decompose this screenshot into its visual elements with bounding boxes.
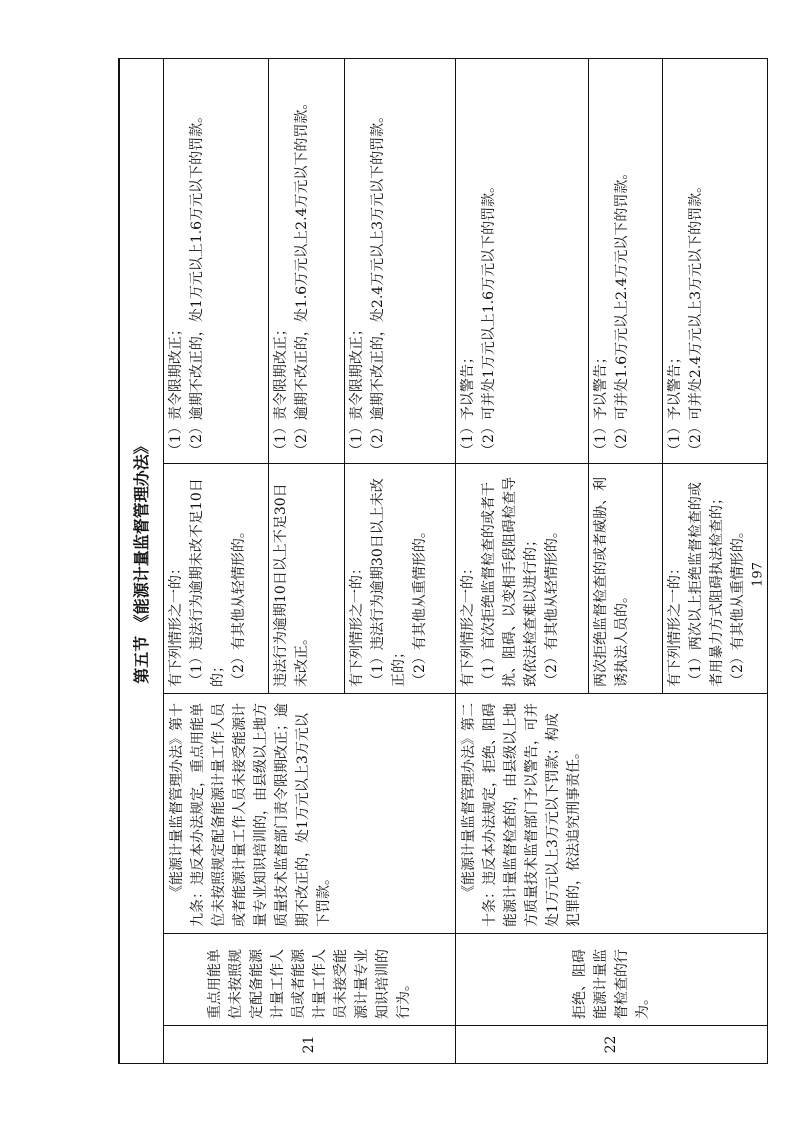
page-number: 197 xyxy=(750,562,766,587)
penalty-line: （1）予以警告； xyxy=(593,350,610,457)
penalty-line: （2）逾期不改正的，处1万元以上1.6万元以下的罚款。 xyxy=(188,108,205,457)
circumstance-line: （1）违法行为逾期未改不足10日的； xyxy=(188,478,226,687)
rotated-page xyxy=(118,59,768,1064)
circumstance-line: 有下列情形之一的： xyxy=(167,561,184,687)
circumstance-cell xyxy=(345,464,456,694)
circumstance-cell xyxy=(589,464,662,694)
basis-cell: 《能源计量监督管理办法》第十九条：违反本办法规定，重点用能单位未按照规定配备能源计量工作人员或者能源计量工作人员未接受能源计量专业知识培训的，由县级以上地方质量技术监督部门责令限期改正；逾期不改正的，处1万元以上3万元以下罚款。 xyxy=(163,694,456,934)
penalty-line: （2）逾期不改正的，处1.6万元以上2.4万元以下的罚款。 xyxy=(294,95,311,457)
penalty-line: （2）逾期不改正的，处2.4万元以上3万元以下的罚款。 xyxy=(370,108,387,457)
circumstance-line: 有下列情形之一的： xyxy=(349,561,366,687)
circumstance-line: （2）有其他从轻情形的。 xyxy=(230,524,247,687)
violation-cell: 重点用能单位未按照规定配备能源计量工作人员或者能源计量工作人员未接受能源计量专业知识培训的行为。 xyxy=(163,934,456,1026)
section-title-row xyxy=(119,58,163,1063)
penalty-cell xyxy=(345,58,456,463)
penalty-line: （1）责令限期改正； xyxy=(349,322,366,457)
circumstance-line: 有下列情形之一的： xyxy=(460,561,477,687)
penalty-line: （1）责令限期改正； xyxy=(273,322,290,457)
penalty-cell xyxy=(163,58,268,463)
circumstance-line: （1）两次以上拒绝监督检查的或者用暴力方式阻碍执法检查的； xyxy=(687,482,725,687)
penalty-table xyxy=(118,58,768,1064)
penalty-line: （2）可并处1万元以上1.6万元以下的罚款。 xyxy=(481,178,498,457)
table-row xyxy=(163,58,268,1063)
penalty-cell xyxy=(269,58,345,463)
table-row xyxy=(456,58,589,1063)
circumstance-line: 有下列情形之一的： xyxy=(666,561,683,687)
circumstance-line: （2）有其他从重情形的。 xyxy=(412,524,429,687)
section-title: 第五节 《能源计量监督管理办法》 xyxy=(119,58,163,1063)
penalty-line: （1）予以警告； xyxy=(666,350,683,457)
circumstance-line: （2）有其他从轻情形的。 xyxy=(544,524,561,687)
penalty-line: （2）可并处2.4万元以上3万元以下的罚款。 xyxy=(687,178,704,457)
circumstance-cell xyxy=(163,464,268,694)
row-number: 21 xyxy=(163,1026,456,1064)
row-number: 22 xyxy=(456,1026,768,1064)
penalty-line: （1）责令限期改正； xyxy=(167,322,184,457)
penalty-line: （2）可并处1.6万元以上2.4万元以下的罚款。 xyxy=(614,165,631,457)
circumstance-line: （1）首次拒绝监督检查的或者干扰、阻碍、以变相手段阻碍检查导致依法检查难以进行的； xyxy=(481,477,540,687)
circumstance-cell xyxy=(269,464,345,694)
circumstance-cell xyxy=(456,464,589,694)
violation-cell: 拒绝、阻碍能源计量监督检查的行为。 xyxy=(456,934,768,1026)
circumstance-line: 违法行为逾期10日以上不足30日未改正。 xyxy=(273,483,311,687)
penalty-line: （1）予以警告； xyxy=(460,350,477,457)
penalty-cell xyxy=(456,58,589,463)
penalty-cell xyxy=(589,58,662,463)
penalty-cell xyxy=(662,58,767,463)
basis-cell: 《能源计量监督管理办法》第二十条：违反本办法规定，拒绝、阻碍能源计量监督检查的，由县级以上地方质量技术监督部门予以警告，可并处1万元以上3万元以下罚款；构成犯罪的，依法追究刑事责任。 xyxy=(456,694,768,934)
circumstance-line: （2）有其他从重情形的。 xyxy=(729,524,746,687)
circumstance-line: （1）违法行为逾期30日以上未改正的； xyxy=(370,478,408,687)
circumstance-line: 两次拒绝监督检查的或者威胁、利诱执法人员的。 xyxy=(593,477,631,687)
